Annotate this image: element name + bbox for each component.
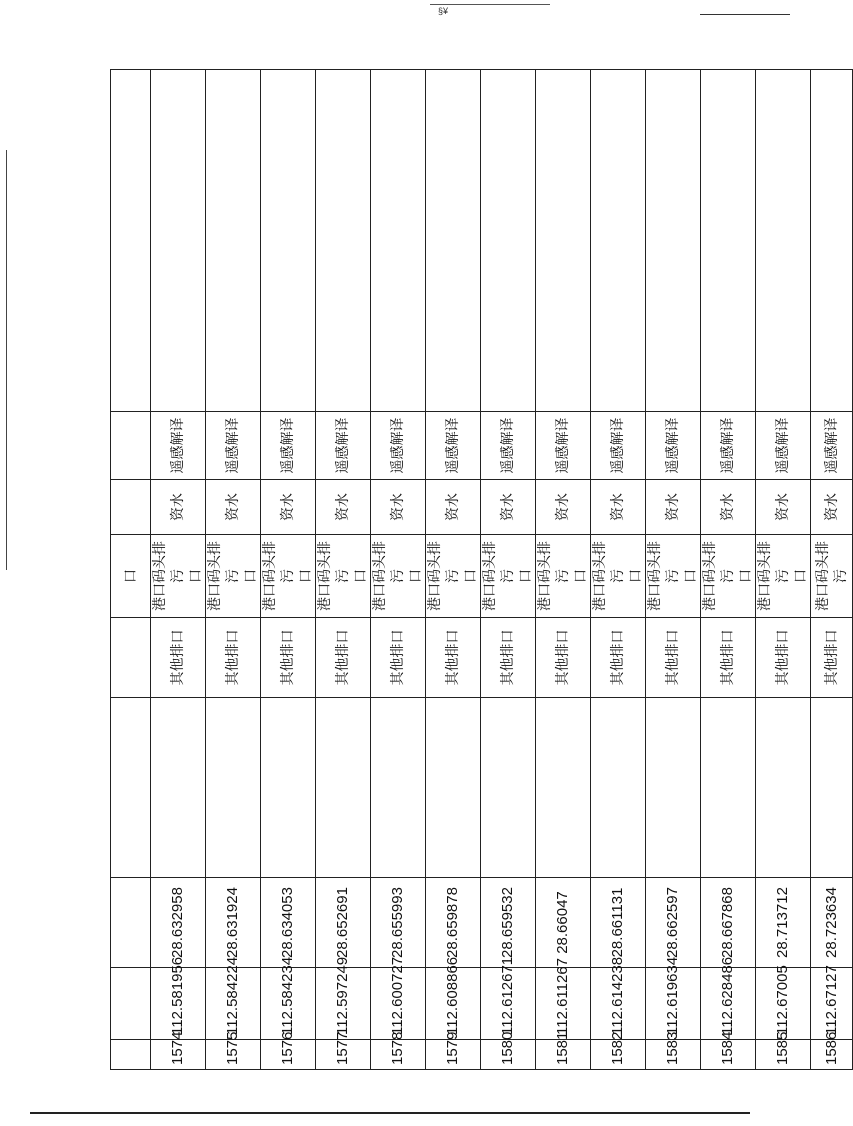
table-cell-id: 1585 (756, 1040, 811, 1070)
table-cell-water-body: 资水 (151, 480, 206, 535)
table-cell-method: 遥感解译 (646, 412, 701, 480)
table-cell-method: 遥感解译 (151, 412, 206, 480)
table-cell-longitude: 112.612671 (481, 968, 536, 1040)
table-cell-id: 1582 (591, 1040, 646, 1070)
table-cell-subtype (811, 535, 853, 618)
table-cell-outfall-type: 其他排口 (151, 618, 206, 698)
table-cell-empty (371, 70, 426, 412)
subtype-line-2: 口 (738, 569, 754, 583)
table-cell-latitude: 28.655993 (371, 878, 426, 968)
table-cell-method: 遥感解译 (811, 412, 853, 480)
subtype-line-2: 口 (573, 569, 589, 583)
table-cell-empty (756, 70, 811, 412)
table-cell-empty (646, 70, 701, 412)
table-row (756, 70, 811, 1070)
table-cell-id: 1576 (261, 1040, 316, 1070)
table-row (371, 70, 426, 1070)
subtype-line-2: 口 (298, 569, 314, 583)
table-cell-empty (316, 698, 371, 878)
table-cell-water-body: 资水 (206, 480, 261, 535)
subtype-line-2: 口 (793, 569, 809, 583)
table-cell-outfall-type: 其他排口 (316, 618, 371, 698)
subtype-line-1: 港口码头排污 (207, 541, 241, 611)
table-cell-empty (151, 698, 206, 878)
table-cell-subtype (151, 535, 206, 618)
subtype-line-1: 港口码头排污 (647, 541, 681, 611)
table-cell-method: 遥感解译 (481, 412, 536, 480)
table-cell-empty (701, 70, 756, 412)
table-cell-empty (206, 70, 261, 412)
table-cell-subtype (646, 535, 701, 618)
table-cell-water-body: 资水 (536, 480, 591, 535)
scan-edge-line (30, 1112, 750, 1114)
table-row (426, 70, 481, 1070)
table-cell-latitude: 28.659532 (481, 878, 536, 968)
subtype-line-2: 口 (408, 569, 424, 583)
table-cell-longitude: 112.614238 (591, 968, 646, 1040)
table-row (261, 70, 316, 1070)
table-cell-outfall-type: 其他排口 (261, 618, 316, 698)
table-cell-empty (316, 70, 371, 412)
table-cell-water-body: 资水 (646, 480, 701, 535)
subtype-line-1: 港口码头排污 (592, 541, 626, 611)
table-cell-outfall-type: 其他排口 (426, 618, 481, 698)
table-cell-subtype (481, 535, 536, 618)
table-row-continuation (111, 70, 151, 1070)
table-row (151, 70, 206, 1070)
table-cell-latitude: 28.634053 (261, 878, 316, 968)
subtype-line-1: 港口码头排污 (702, 541, 736, 611)
scan-edge-line (6, 150, 7, 570)
table-cell-empty (811, 70, 853, 412)
table-cell (111, 480, 151, 535)
subtype-line-2: 口 (683, 569, 699, 583)
table-cell (111, 70, 151, 412)
table-cell-subtype (756, 535, 811, 618)
table-cell-empty (536, 70, 591, 412)
table-row (536, 70, 591, 1070)
table-cell-water-body: 资水 (426, 480, 481, 535)
table-cell-id: 1581 (536, 1040, 591, 1070)
table-cell-subtype (371, 535, 426, 618)
table-cell-latitude: 28.66047 (536, 878, 591, 968)
table-cell-empty (646, 698, 701, 878)
table-cell-id: 1584 (701, 1040, 756, 1070)
table-cell (111, 1040, 151, 1070)
table-cell-method: 遥感解译 (591, 412, 646, 480)
table-cell-empty (261, 70, 316, 412)
table-cell-id: 1580 (481, 1040, 536, 1070)
table-cell-empty (481, 698, 536, 878)
table-row (591, 70, 646, 1070)
table-cell-empty (371, 698, 426, 878)
table-cell-longitude: 112.581956 (151, 968, 206, 1040)
table-cell-water-body: 资水 (316, 480, 371, 535)
table-cell (111, 618, 151, 698)
table-row (646, 70, 701, 1070)
table-cell-empty (756, 698, 811, 878)
table-cell (111, 968, 151, 1040)
table-cell-empty (426, 70, 481, 412)
table-cell-subtype (261, 535, 316, 618)
subtype-line-2: 口 (463, 569, 479, 583)
table-cell-method: 遥感解译 (206, 412, 261, 480)
table-cell-latitude: 28.667868 (701, 878, 756, 968)
table-cell-id: 1574 (151, 1040, 206, 1070)
table-cell-water-body: 资水 (371, 480, 426, 535)
table-cell-id: 1577 (316, 1040, 371, 1070)
subtype-line-2: 口 (628, 569, 644, 583)
subtype-line-1: 港口码头排污 (262, 541, 296, 611)
table-cell-empty (261, 698, 316, 878)
table-cell-empty (701, 698, 756, 878)
table-cell-longitude: 112.584224 (206, 968, 261, 1040)
table-cell-outfall-type: 其他排口 (481, 618, 536, 698)
table-cell-outfall-type: 其他排口 (756, 618, 811, 698)
table-cell-subtype (591, 535, 646, 618)
table-cell-outfall-type: 其他排口 (811, 618, 853, 698)
table-cell (111, 878, 151, 968)
table-cell-id: 1583 (646, 1040, 701, 1070)
table-row (206, 70, 261, 1070)
table-cell-longitude: 112.628486 (701, 968, 756, 1040)
table-row (316, 70, 371, 1070)
table-cell-water-body: 资水 (261, 480, 316, 535)
subtype-line-2: 口 (518, 569, 534, 583)
table-cell-subtype (316, 535, 371, 618)
table-cell-water-body: 资水 (811, 480, 853, 535)
subtype-line-1: 港口码头排污 (482, 541, 516, 611)
table-cell-longitude: 112.67127 (811, 968, 853, 1040)
table-cell-outfall-type: 其他排口 (206, 618, 261, 698)
outfall-table-body (111, 70, 853, 1070)
table-cell-latitude: 28.661131 (591, 878, 646, 968)
subtype-line-2: 口 (243, 569, 259, 583)
table-cell-method: 遥感解译 (756, 412, 811, 480)
table-cell-latitude: 28.631924 (206, 878, 261, 968)
table-cell-subtype (701, 535, 756, 618)
table-cell-empty (591, 698, 646, 878)
subtype-line-1: 港口码头排污 (427, 541, 461, 611)
table-cell-method: 遥感解译 (316, 412, 371, 480)
subtype-line-1: 港口码头排污 (152, 541, 186, 611)
table-cell-empty (151, 70, 206, 412)
table-cell-outfall-type: 其他排口 (646, 618, 701, 698)
table-row (701, 70, 756, 1070)
table-cell-longitude: 112.600727 (371, 968, 426, 1040)
table-cell-water-body: 资水 (481, 480, 536, 535)
subtype-line-1: 港口码头排污 (537, 541, 571, 611)
table-cell-latitude: 28.632958 (151, 878, 206, 968)
subtype-line-1: 港口码头排污 (757, 541, 791, 611)
table-cell-empty (536, 698, 591, 878)
rotated-table-container (110, 70, 849, 1070)
table-cell (111, 698, 151, 878)
table-cell-longitude: 112.608866 (426, 968, 481, 1040)
scan-artifact-line (700, 14, 790, 15)
scan-artifact-line (430, 4, 550, 5)
table-row (481, 70, 536, 1070)
table-cell-method: 遥感解译 (426, 412, 481, 480)
subtype-line-1: 港口码头排污 (814, 541, 849, 611)
table-cell-longitude: 112.67005 (756, 968, 811, 1040)
table-cell-empty (591, 70, 646, 412)
table-cell-empty (426, 698, 481, 878)
table-cell-outfall-type: 其他排口 (701, 618, 756, 698)
table-cell-water-body: 资水 (756, 480, 811, 535)
table-cell-id: 1579 (426, 1040, 481, 1070)
table-cell-id: 1575 (206, 1040, 261, 1070)
subtype-line-2: 口 (188, 569, 204, 583)
table-row (811, 70, 853, 1070)
table-cell-latitude: 28.723634 (811, 878, 853, 968)
table-cell-subtype (426, 535, 481, 618)
table-cell-method: 遥感解译 (371, 412, 426, 480)
table-cell-latitude: 28.713712 (756, 878, 811, 968)
scan-corner-mark: §¥ (438, 6, 449, 16)
table-cell-outfall-type: 其他排口 (371, 618, 426, 698)
table-cell-subtype: 口 (111, 535, 151, 618)
table-cell-outfall-type: 其他排口 (536, 618, 591, 698)
table-cell-longitude: 112.597249 (316, 968, 371, 1040)
table-cell-method: 遥感解译 (261, 412, 316, 480)
table-cell-id: 1586 (811, 1040, 853, 1070)
table-cell-empty (206, 698, 261, 878)
outfall-table (110, 69, 853, 1070)
table-cell-subtype (206, 535, 261, 618)
table-cell-latitude: 28.662597 (646, 878, 701, 968)
table-cell-empty (811, 698, 853, 878)
table-cell-latitude: 28.652691 (316, 878, 371, 968)
subtype-line-2: 口 (353, 569, 369, 583)
table-cell-longitude: 112.619634 (646, 968, 701, 1040)
subtype-line-1: 港口码头排污 (372, 541, 406, 611)
table-cell-method: 遥感解译 (536, 412, 591, 480)
table-cell-longitude: 112.584234 (261, 968, 316, 1040)
table-cell-water-body: 资水 (591, 480, 646, 535)
table-cell-subtype (536, 535, 591, 618)
table-cell-empty (481, 70, 536, 412)
table-cell-id: 1578 (371, 1040, 426, 1070)
table-cell (111, 412, 151, 480)
subtype-line-1: 港口码头排污 (317, 541, 351, 611)
table-cell-latitude: 28.659878 (426, 878, 481, 968)
table-cell-water-body: 资水 (701, 480, 756, 535)
table-cell-longitude: 112.611267 (536, 968, 591, 1040)
table-cell-method: 遥感解译 (701, 412, 756, 480)
table-cell-outfall-type: 其他排口 (591, 618, 646, 698)
